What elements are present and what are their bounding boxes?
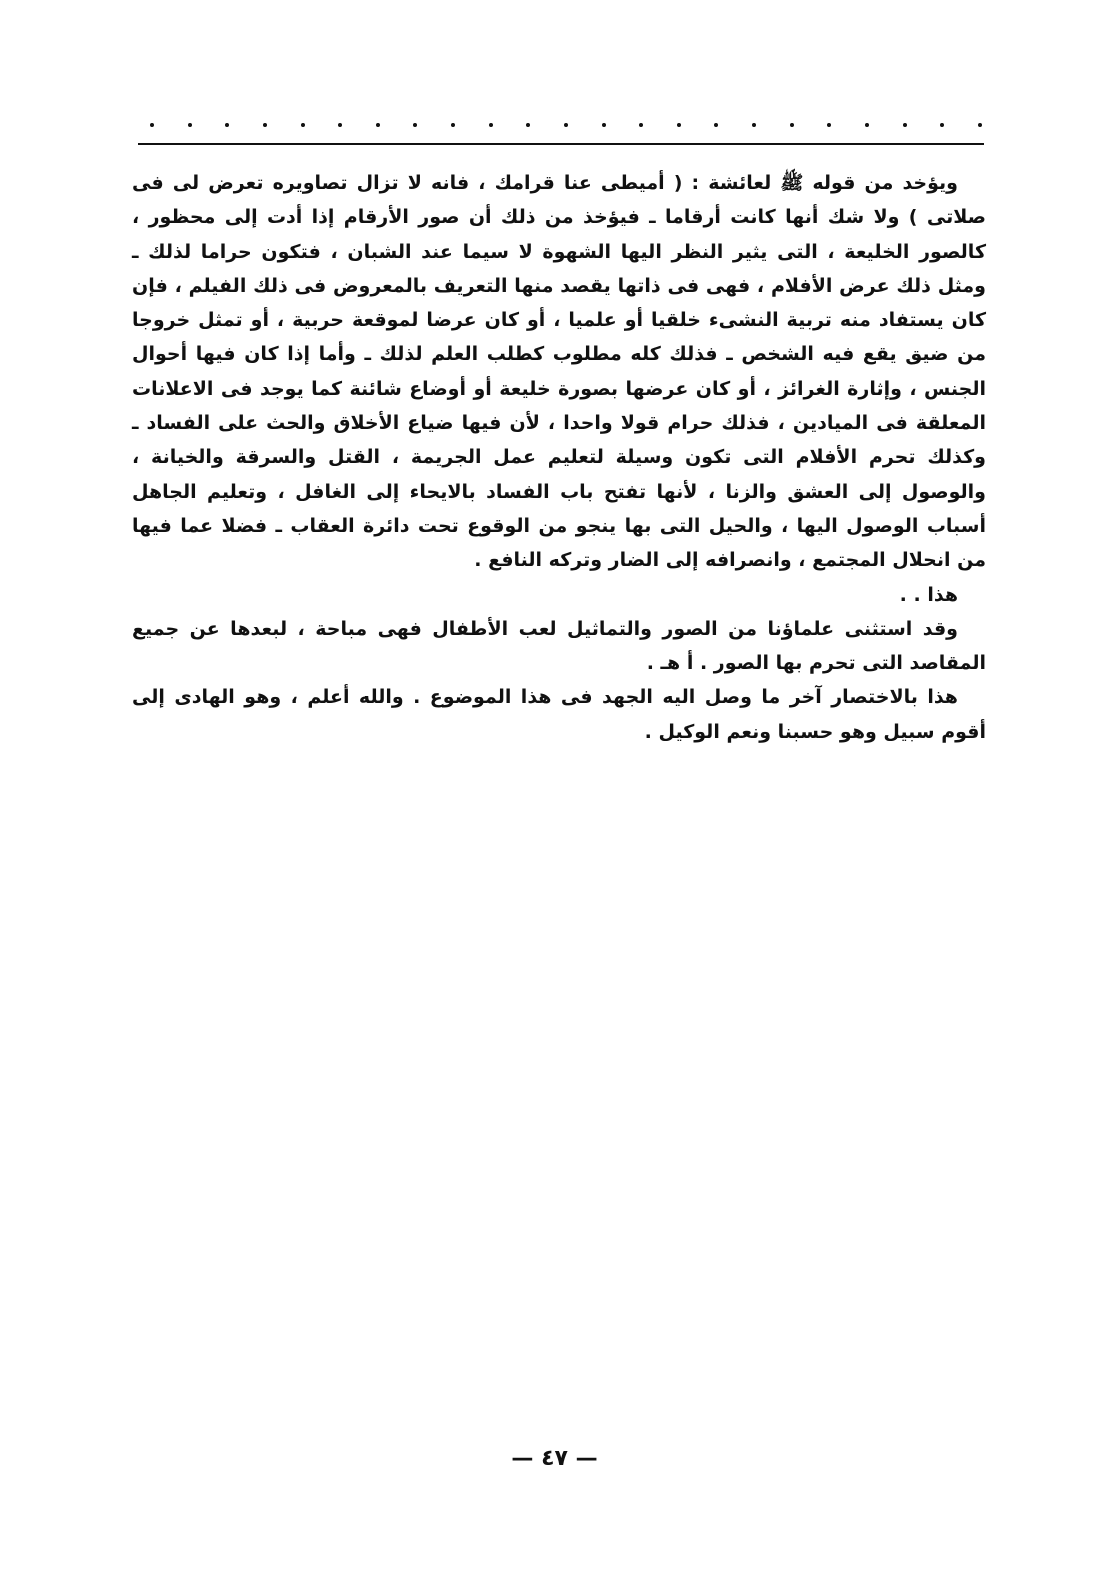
ornament-dot: [564, 123, 568, 127]
ornament-dot: [865, 123, 869, 127]
ornament-dot: [188, 123, 192, 127]
header-rule: [138, 143, 984, 145]
page-body: [132, 166, 986, 749]
ornament-dot: [714, 123, 718, 127]
ornament-dot: [677, 123, 681, 127]
ornament-dot: [451, 123, 455, 127]
paragraph-exception: وقد استثنى علماؤنا من الصور والتماثيل لعب الأطفال فهى مباحة ، لبعدها عن جميع المقاصد التى تحرم بها الصور . أ هـ .: [132, 617, 986, 675]
ornament-dot: [413, 123, 417, 127]
ornament-dot: [790, 123, 794, 127]
ornament-dot: [376, 123, 380, 127]
paragraph-hadha: هذا . .: [899, 583, 958, 606]
header-dot-ornament: [150, 118, 982, 132]
ornament-dot: [150, 123, 154, 127]
ornament-dot: [978, 123, 982, 127]
paragraph-closing: هذا بالاختصار آخر ما وصل اليه الجهد فى هذا الموضوع . والله أعلم ، وهو الهادى إلى أقوم سبيل وهو حسبنا ونعم الوكيل .: [132, 686, 986, 743]
ornament-dot: [225, 123, 229, 127]
ornament-dot: [338, 123, 342, 127]
ornament-dot: [639, 123, 643, 127]
ornament-dot: [940, 123, 944, 127]
page-number: — ٤٧ —: [511, 1446, 598, 1471]
ornament-dot: [602, 123, 606, 127]
ornament-dot: [752, 123, 756, 127]
ornament-dot: [489, 123, 493, 127]
ornament-dot: [827, 123, 831, 127]
ornament-dot: [301, 123, 305, 127]
paragraph-main: ويؤخد من قوله ﷺ لعائشة : ( أميطى عنا قرامك ، فانه لا تزال تصاويره تعرض لى فى صلاتى ) ولا شك أنها كانت أرقاما ـ فيؤخذ من ذلك أن صور الأرقام إذا أدت إلى محظور ، كالصور الخليعة ، التى يثير النظر اليها الشهوة لا سيما عند الشبان ، فتكون حراما لذلك ـ ومثل ذلك عرض الأفلام ، فهى فى ذاتها يقصد منها التعريف بالمعروض فى ذلك الفيلم ، فإن كان يستفاد منه تربية النشىء خلقيا أو علميا ، أو كان عرضا لموقعة حربية ، أو تمثل خروجا من ضيق يقع فيه الشخص ـ فذلك كله مطلوب كطلب العلم لذلك ـ وأما إذا كان فيها أحوال الجنس ، وإثارة الغرائز ، أو كان عرضها بصورة خليعة أو أوضاع شائنة كما يوجد فى الاعلانات المعلقة فى الميادين ، فذلك حرام قولا واحدا ، لأن فيها ضياع الأخلاق والحث على الفساد ـ وكذلك تحرم الأفلام التى تكون وسيلة لتعليم عمل الجريمة ، القتل والسرقة والخيانة ، والوصول إلى العشق والزنا ، لأنها تفتح باب الفساد بالايحاء إلى الغافل ، وتعليم الجاهل أسباب الوصول اليها ، والحيل التى بها ينجو من الوقوع تحت دائرة العقاب ـ فضلا عما فيها من انحلال المجتمع ، وانصرافه إلى الضار وتركه النافع .: [132, 172, 986, 572]
ornament-dot: [263, 123, 267, 127]
ornament-dot: [526, 123, 530, 127]
ornament-dot: [903, 123, 907, 127]
